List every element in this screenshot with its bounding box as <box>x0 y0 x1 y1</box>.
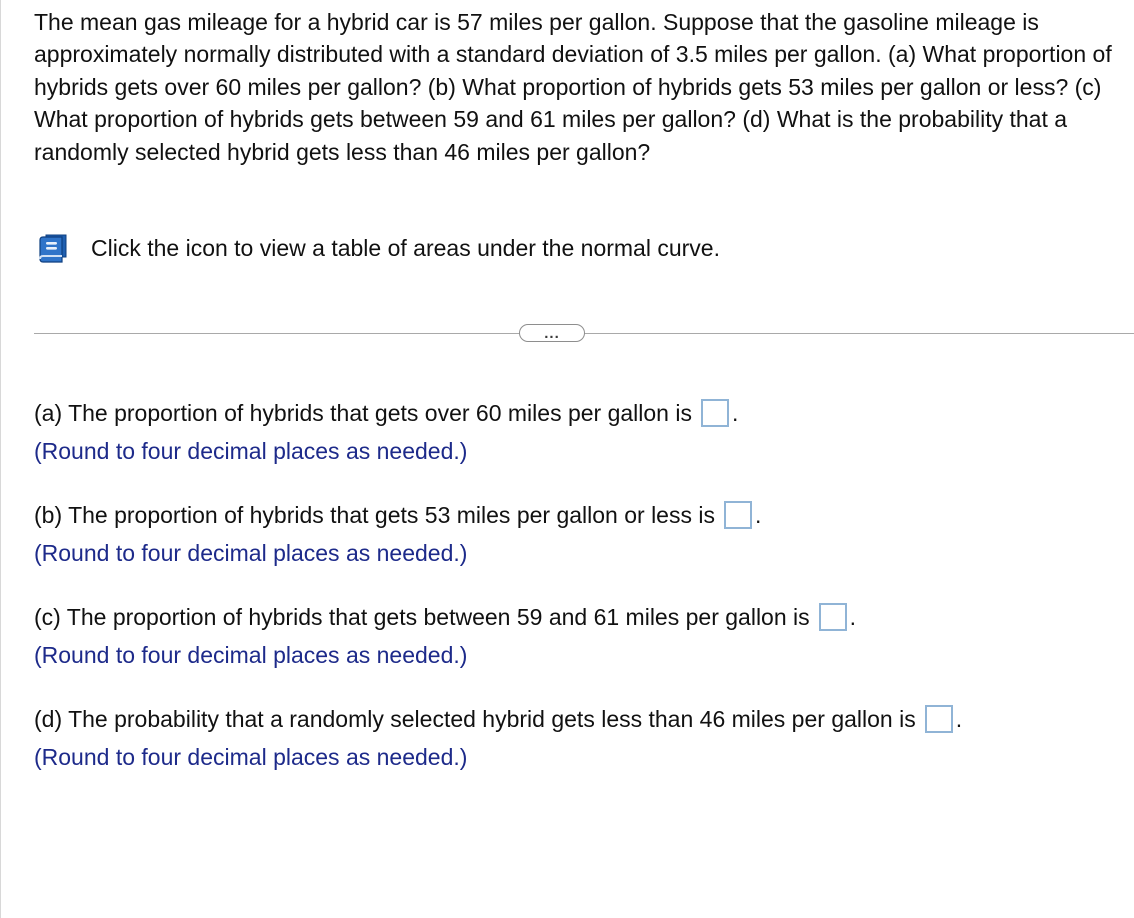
expand-more-button[interactable]: ... <box>519 324 585 342</box>
question-text: The mean gas mileage for a hybrid car is 57 miles per gallon. Suppose that the gasoline mileage is approximately normally distributed with a standard deviation of 3.5 miles per gallon. (a) What proportion of hybrids gets over 60 miles per gallon? (b) What proportion of hybrids gets 53 miles per gallon or less? (c) What proportion of hybrids gets between 59 and 61 miles per gallon? (d) What is the probability that a randomly selected hybrid gets less than 46 miles per gallon? <box>34 9 1112 165</box>
part-b-rounding-hint: (Round to four decimal places as needed.) <box>34 540 468 566</box>
part-c-period: . <box>849 603 857 630</box>
normal-table-link-label[interactable]: Click the icon to view a table of areas under the normal curve. <box>91 235 720 261</box>
part-b-period: . <box>754 501 762 528</box>
part-c-answer-input[interactable] <box>819 603 847 631</box>
part-a-rounding-hint: (Round to four decimal places as needed.) <box>34 438 468 464</box>
part-b-line <box>34 498 1124 532</box>
part-a-prompt: (a) The proportion of hybrids that gets over 60 miles per gallon is <box>34 399 692 426</box>
part-d-period: . <box>955 705 963 732</box>
part-a <box>34 396 1124 468</box>
part-c <box>34 600 1124 672</box>
part-b-answer-input[interactable] <box>724 501 752 529</box>
part-d <box>34 702 1124 774</box>
part-a-answer-input[interactable] <box>701 399 729 427</box>
part-d-answer-input[interactable] <box>925 705 953 733</box>
part-d-rounding-hint: (Round to four decimal places as needed.) <box>34 744 468 770</box>
part-c-rounding-hint: (Round to four decimal places as needed.) <box>34 642 468 668</box>
part-c-prompt: (c) The proportion of hybrids that gets between 59 and 61 miles per gallon is <box>34 603 810 630</box>
normal-table-link[interactable] <box>37 231 720 265</box>
book-icon[interactable] <box>37 231 69 265</box>
part-c-line <box>34 600 1124 634</box>
part-a-period: . <box>731 399 739 426</box>
part-d-line <box>34 702 1124 736</box>
part-a-line <box>34 396 1124 430</box>
part-d-prompt: (d) The probability that a randomly selected hybrid gets less than 46 miles per gallon is <box>34 705 916 732</box>
part-b <box>34 498 1124 570</box>
left-border <box>0 0 1 918</box>
part-b-prompt: (b) The proportion of hybrids that gets 53 miles per gallon or less is <box>34 501 715 528</box>
